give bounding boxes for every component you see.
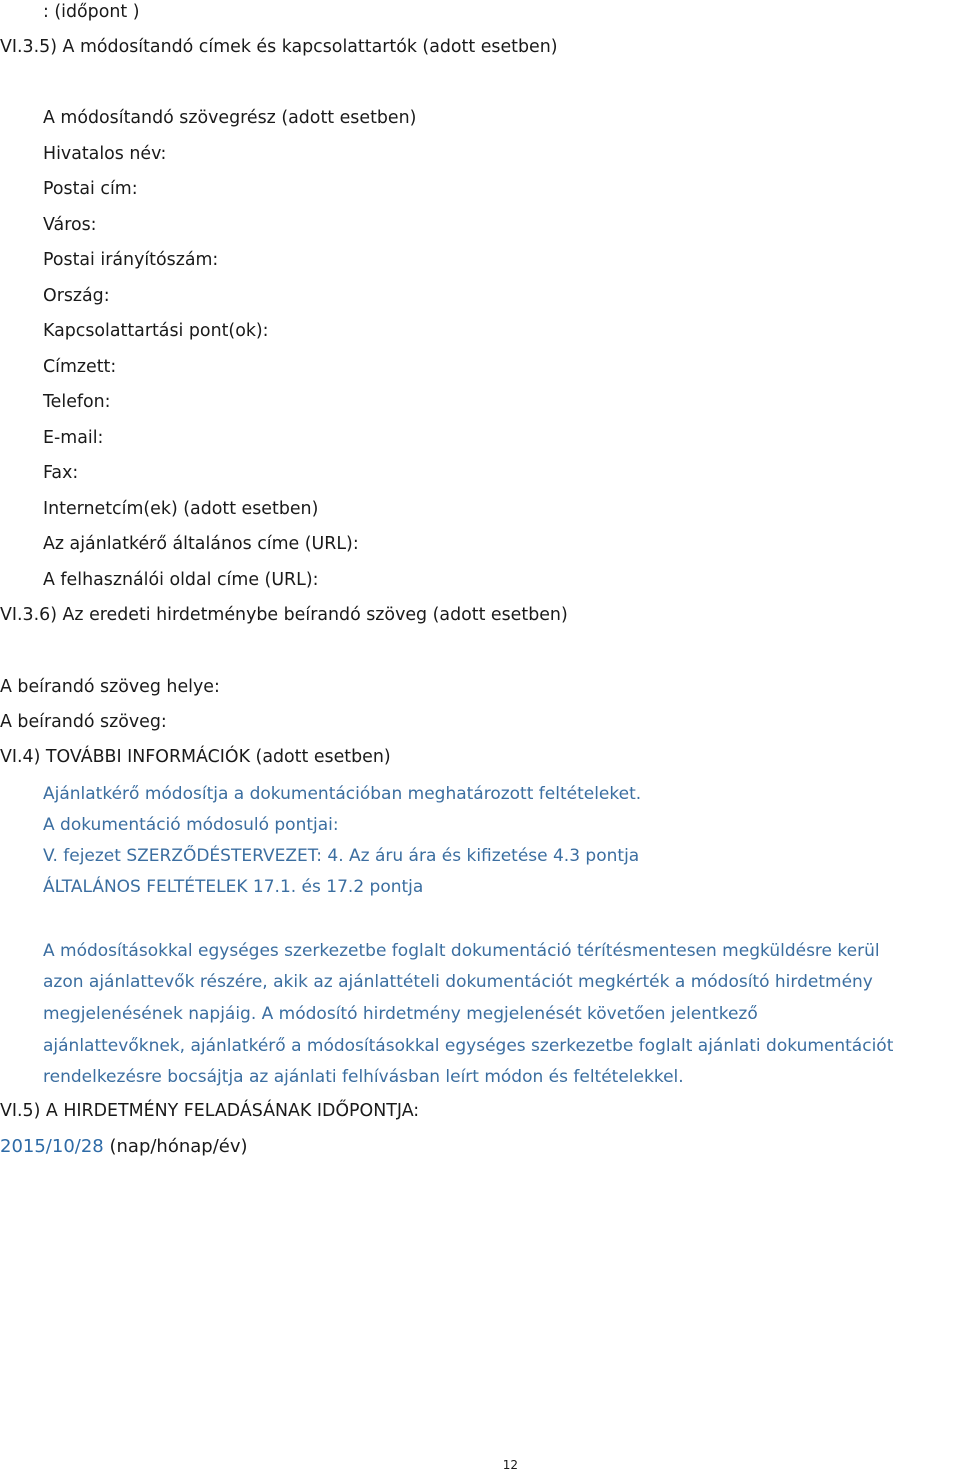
text-place-label: A beírandó szöveg helye: bbox=[0, 677, 220, 697]
section-vi36-heading: VI.3.6) Az eredeti hirdetménybe beírandó szöveg (adott esetben) bbox=[0, 605, 568, 625]
page-number: 12 bbox=[502, 1458, 518, 1472]
field-email: E-mail: bbox=[43, 428, 104, 448]
time-label: : (időpont ) bbox=[43, 2, 140, 22]
field-buyer-profile-url: A felhasználói oldal címe (URL): bbox=[43, 570, 319, 590]
field-phone: Telefon: bbox=[43, 392, 111, 412]
section-vi5-heading: VI.5) A HIRDETMÉNY FELADÁSÁNAK IDŐPONTJA: bbox=[0, 1101, 420, 1121]
info-line: V. fejezet SZERZŐDÉSTERVEZET: 4. Az áru ára és kifizetése 4.3 pontja bbox=[43, 846, 640, 866]
paragraph-line: A módosításokkal egységes szerkezetbe foglalt dokumentáció térítésmentesen megküldésre kerül bbox=[43, 941, 880, 961]
paragraph-line: megjelenésének napjáig. A módosító hirdetmény megjelenését követően jelentkező bbox=[43, 1004, 758, 1024]
field-postal-address: Postai cím: bbox=[43, 179, 138, 199]
field-addressee: Címzett: bbox=[43, 357, 117, 377]
field-contact-points: Kapcsolattartási pont(ok): bbox=[43, 321, 269, 341]
paragraph-line: rendelkezésre bocsájtja az ajánlati felhívásban leírt módon és feltételekkel. bbox=[43, 1067, 684, 1087]
field-fax: Fax: bbox=[43, 463, 79, 483]
info-line: ÁLTALÁNOS FELTÉTELEK 17.1. és 17.2 pontja bbox=[43, 877, 424, 897]
paragraph-line: ajánlattevőknek, ajánlatkérő a módosításokkal egységes szerkezetbe foglalt ajánlati dokumentációt bbox=[43, 1036, 894, 1056]
field-postal-code: Postai irányítószám: bbox=[43, 250, 219, 270]
field-general-url: Az ajánlatkérő általános címe (URL): bbox=[43, 534, 359, 554]
paragraph-line: azon ajánlattevők részére, akik az ajánlattételi dokumentációt megkérték a módosító hirdetmény bbox=[43, 972, 873, 992]
publication-date-line bbox=[0, 1138, 248, 1156]
info-line: A dokumentáció módosuló pontjai: bbox=[43, 815, 339, 835]
field-official-name: Hivatalos név: bbox=[43, 144, 167, 164]
info-line: Ajánlatkérő módosítja a dokumentációban meghatározott feltételeket. bbox=[43, 784, 642, 804]
text-to-insert-label: A beírandó szöveg: bbox=[0, 712, 167, 732]
field-internet-addresses: Internetcím(ek) (adott esetben) bbox=[43, 499, 319, 519]
section-vi4-heading: VI.4) TOVÁBBI INFORMÁCIÓK (adott esetben) bbox=[0, 747, 391, 767]
date-format-label: (nap/hónap/év) bbox=[109, 1136, 248, 1157]
section-vi35-heading: VI.3.5) A módosítandó címek és kapcsolattartók (adott esetben) bbox=[0, 37, 558, 57]
publication-date: 2015/10/28 bbox=[0, 1136, 104, 1157]
field-country: Ország: bbox=[43, 286, 110, 306]
section-vi35-subheading: A módosítandó szövegrész (adott esetben) bbox=[43, 108, 417, 128]
field-city: Város: bbox=[43, 215, 97, 235]
